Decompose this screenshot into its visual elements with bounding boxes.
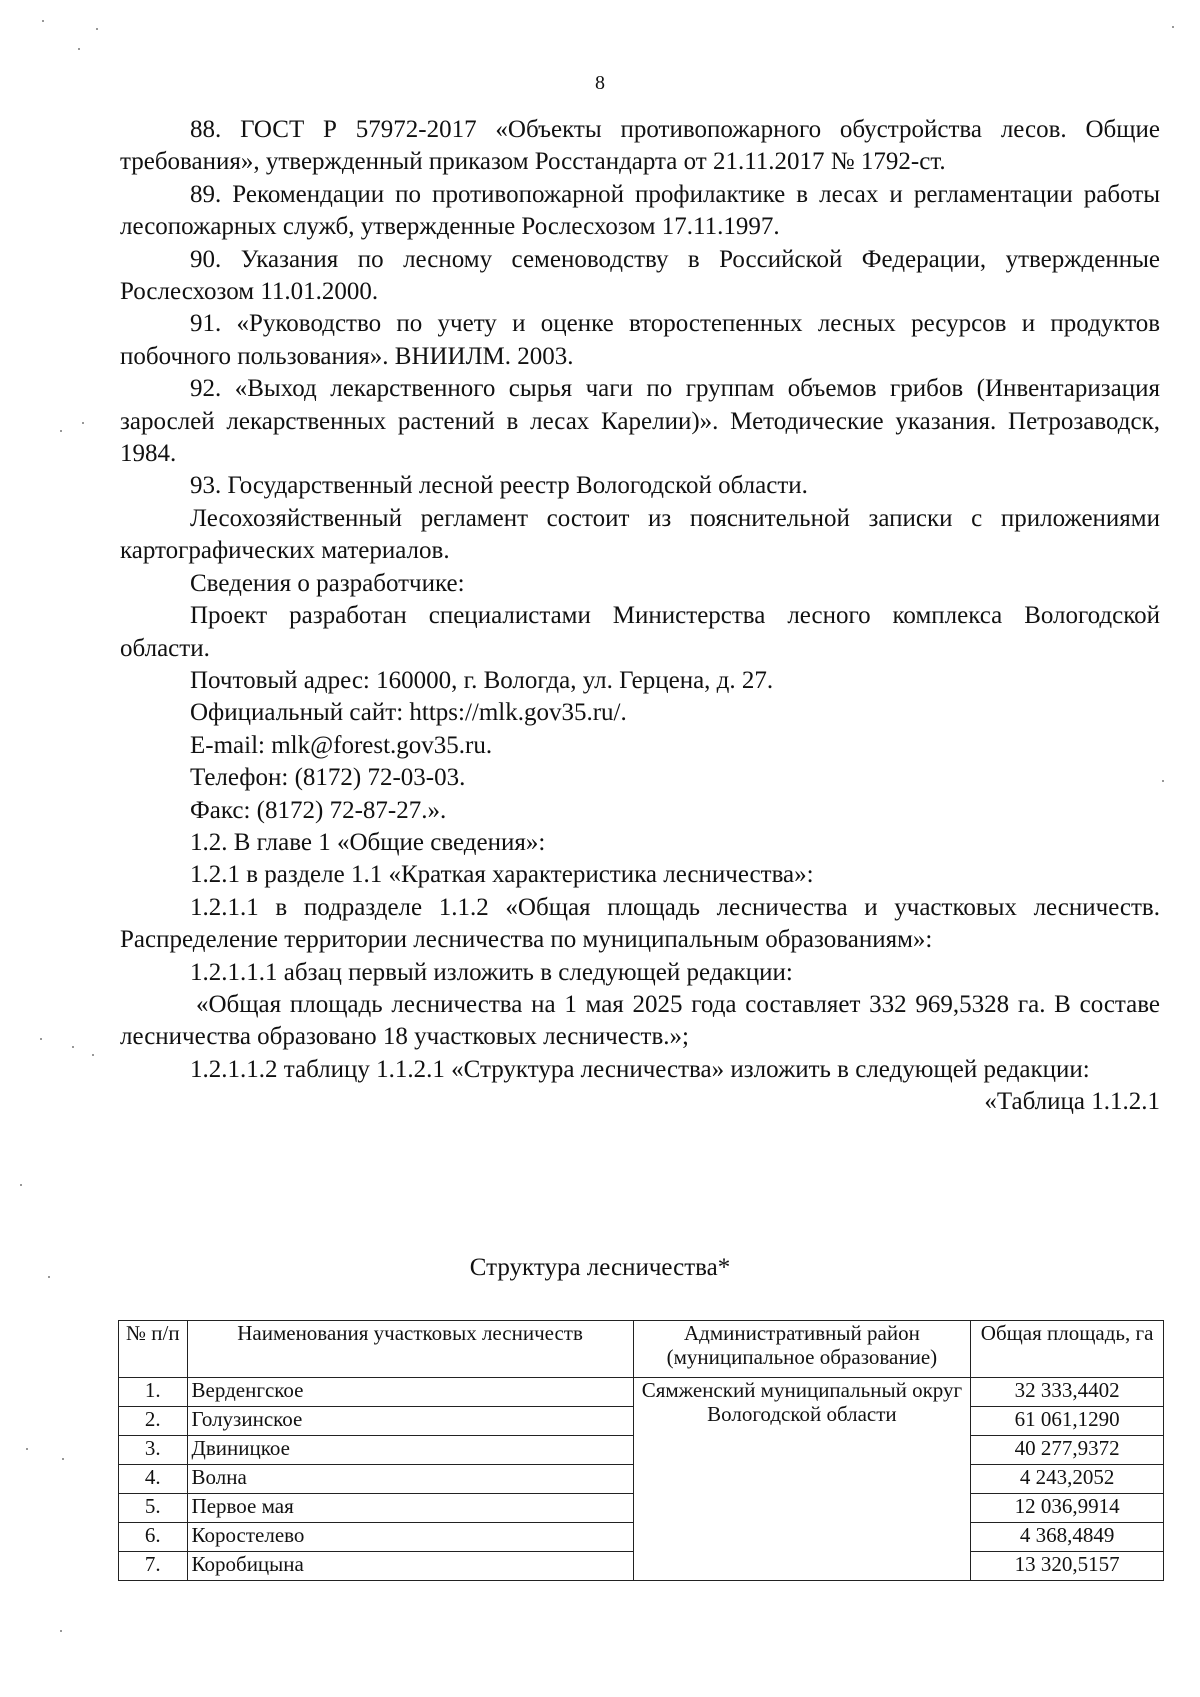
paragraph-88: 88. ГОСТ Р 57972-2017 «Объекты противопожарного обустройства лесов. Общие требования», утвержденный приказом Росстандарта от 21.11.2017 № 1792-ст.	[120, 116, 1160, 176]
paragraph-1-2-1-1-2: 1.2.1.1.2 таблицу 1.1.2.1 «Структура лесничества» изложить в следующей редакции:	[190, 1055, 1090, 1083]
scan-speck	[40, 1038, 42, 1040]
paragraph-93: 93. Государственный лесной реестр Вологодской области.	[190, 472, 808, 500]
row-num: 4.	[119, 1465, 188, 1494]
paragraph-89: 89. Рекомендации по противопожарной профилактике в лесах и регламентации работы лесопожарных служб, утвержденные Рослесхозом 17.11.1997.	[120, 180, 1160, 241]
scan-speck	[1172, 26, 1174, 28]
row-name: Голузинское	[187, 1407, 633, 1436]
header-district: Административный район (муниципальное образование)	[633, 1321, 971, 1378]
row-area: 13 320,5157	[971, 1552, 1164, 1581]
paragraph-regulation-structure: Лесохозяйственный регламент состоит из пояснительной записки с приложениями картографических материалов.	[120, 504, 1160, 565]
paragraph-1-2-1: 1.2.1 в разделе 1.1 «Краткая характеристика лесничества»:	[190, 861, 814, 889]
row-name: Первое мая	[187, 1494, 633, 1523]
scan-speck	[72, 1046, 74, 1048]
row-name: Коробицына	[187, 1552, 633, 1581]
row-area: 4 243,2052	[971, 1465, 1164, 1494]
scan-speck	[82, 422, 84, 424]
table-header-row	[119, 1321, 1164, 1378]
table-label: «Таблица 1.1.2.1	[984, 1088, 1160, 1116]
row-num: 2.	[119, 1407, 188, 1436]
row-area: 32 333,4402	[971, 1378, 1164, 1407]
scan-speck	[62, 1458, 64, 1460]
scan-speck	[78, 48, 80, 50]
row-num: 3.	[119, 1436, 188, 1465]
scan-speck	[48, 1276, 50, 1278]
paragraph-developer: Проект разработан специалистами Министерства лесного комплекса Вологодской области.	[120, 602, 1160, 662]
scan-speck	[60, 430, 62, 432]
row-area: 12 036,9914	[971, 1494, 1164, 1523]
paragraph-website: Официальный сайт: https://mlk.gov35.ru/.	[190, 699, 627, 727]
row-num: 7.	[119, 1552, 188, 1581]
scan-speck	[1162, 780, 1164, 782]
row-name: Волна	[187, 1465, 633, 1494]
row-area: 40 277,9372	[971, 1436, 1164, 1465]
header-num: № п/п	[119, 1321, 188, 1378]
row-name: Верденгское	[187, 1378, 633, 1407]
district-cell: Сямженский муниципальный округ Вологодской области	[633, 1378, 971, 1581]
paragraph-1-2: 1.2. В главе 1 «Общие сведения»:	[190, 828, 546, 856]
scan-speck	[96, 28, 98, 30]
table-title: Структура лесничества*	[469, 1254, 731, 1281]
row-area: 61 061,1290	[971, 1407, 1164, 1436]
document-body	[120, 114, 1160, 1119]
page-number: 8	[595, 72, 605, 94]
paragraph-developer-heading: Сведения о разработчике:	[190, 569, 465, 597]
table-row	[119, 1378, 1164, 1407]
row-area: 4 368,4849	[971, 1523, 1164, 1552]
row-name: Коростелево	[187, 1523, 633, 1552]
row-num: 6.	[119, 1523, 188, 1552]
paragraph-92: 92. «Выход лекарственного сырья чаги по группам объемов грибов (Инвентаризация зарослей лекарственных растений в лесах Карелии)». Методические указания. Петрозаводск, 1984.	[120, 375, 1160, 468]
forestry-structure-table	[118, 1320, 1164, 1581]
scan-speck	[42, 20, 44, 22]
row-num: 5.	[119, 1494, 188, 1523]
paragraph-1-2-1-1-1: 1.2.1.1.1 абзац первый изложить в следующей редакции:	[190, 958, 793, 986]
row-name: Двиницкое	[187, 1436, 633, 1465]
row-num: 1.	[119, 1378, 188, 1407]
scan-speck	[26, 1448, 28, 1450]
scan-speck	[92, 1054, 94, 1056]
paragraph-total-area-quote: «Общая площадь лесничества на 1 мая 2025 года составляет 332 969,5328 га. В составе лесничества образовано 18 участковых лесничеств.»;	[120, 990, 1160, 1051]
paragraph-fax: Факс: (8172) 72-87-27.».	[190, 796, 447, 824]
header-area: Общая площадь, га	[971, 1321, 1164, 1378]
paragraph-postal-address: Почтовый адрес: 160000, г. Вологда, ул. Герцена, д. 27.	[190, 666, 774, 694]
paragraph-90: 90. Указания по лесному семеноводству в Российской Федерации, утвержденные Рослесхозом 11.01.2000.	[120, 245, 1160, 306]
header-name: Наименования участковых лесничеств	[187, 1321, 633, 1378]
paragraph-email: E-mail: mlk@forest.gov35.ru.	[190, 731, 493, 759]
scan-speck	[60, 1630, 62, 1632]
paragraph-phone: Телефон: (8172) 72-03-03.	[190, 764, 466, 792]
paragraph-91: 91. «Руководство по учету и оценке второстепенных лесных ресурсов и продуктов побочного пользования». ВНИИЛМ. 2003.	[120, 310, 1160, 370]
scan-speck	[20, 1184, 22, 1186]
paragraph-1-2-1-1: 1.2.1.1 в подразделе 1.1.2 «Общая площадь лесничества и участковых лесничеств. Распределение территории лесничества по муниципальным образованиям»:	[120, 893, 1160, 954]
